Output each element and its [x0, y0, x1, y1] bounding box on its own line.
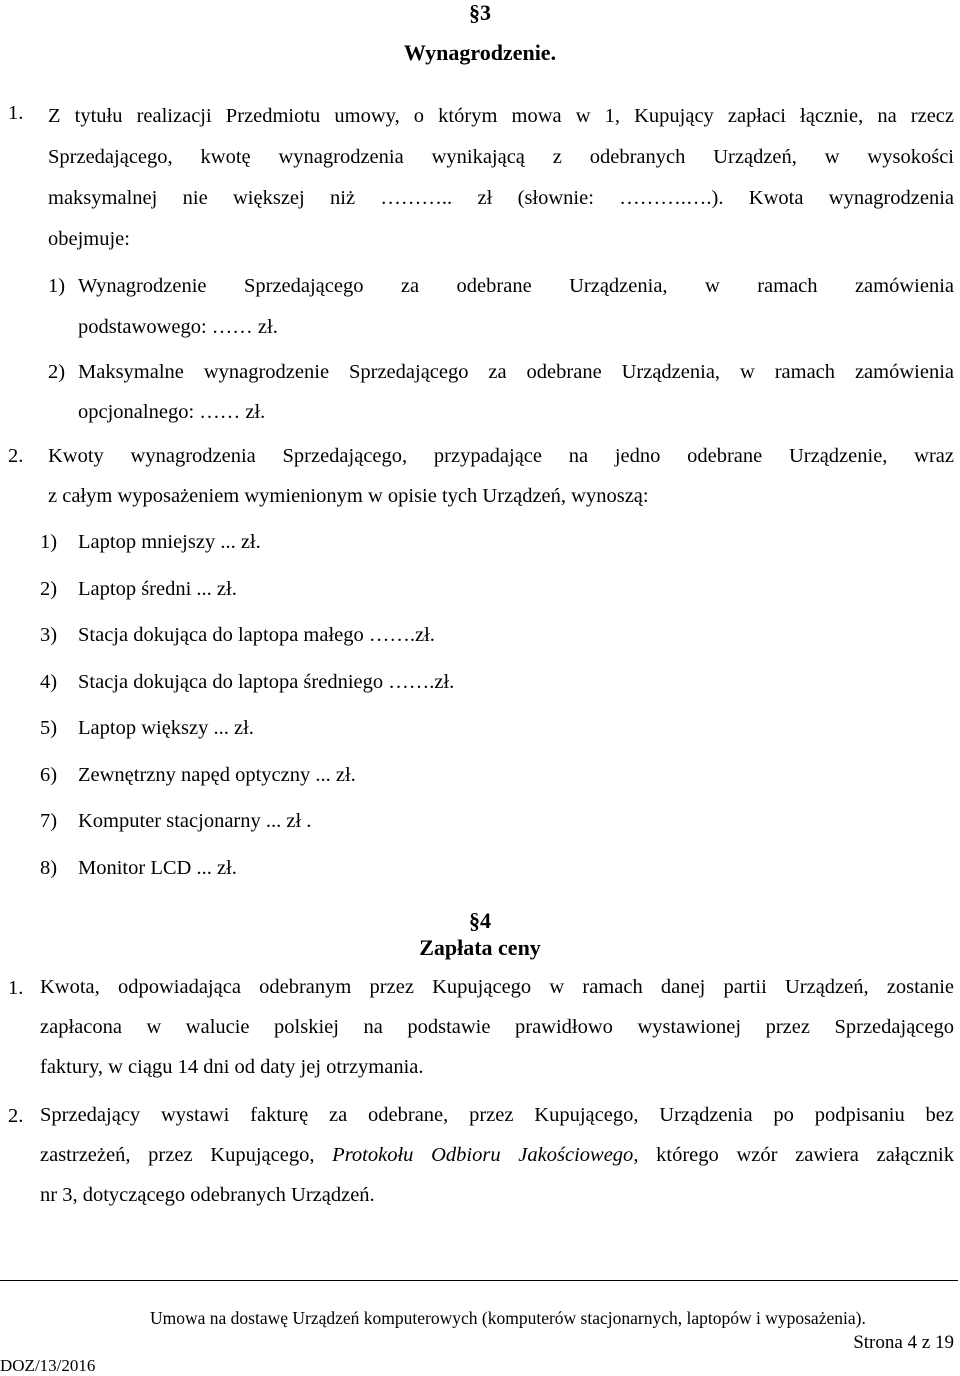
list-item: Monitor LCD ... zł.: [78, 857, 237, 879]
paragraph-line: Z tytułu realizacji Przedmiotu umowy, o którym mowa w 1, Kupujący zapłaci łącznie, na rzecz: [48, 105, 954, 127]
list-item-number: 7): [40, 810, 58, 832]
footer-divider: [0, 1280, 958, 1281]
section-number: §3: [469, 0, 491, 25]
document-name: Protokołu Odbioru Jakościowego: [332, 1144, 634, 1166]
list-item-number: 1): [48, 275, 66, 297]
list-item: Stacja dokująca do laptopa małego …….zł.: [78, 624, 435, 646]
list-item: Stacja dokująca do laptopa średniego …….zł.: [78, 671, 455, 693]
page-number: Strona 4 z 19: [853, 1332, 954, 1353]
list-item: Laptop średni ... zł.: [78, 578, 237, 600]
paragraph-line: maksymalnej nie większej niż ……….. zł (słownie: ……….….). Kwota wynagrodzenia: [48, 187, 954, 209]
list-item-continuation: opcjonalnego: …… zł.: [78, 401, 266, 423]
paragraph-number: 2.: [8, 1105, 24, 1127]
paragraph-number: 1.: [8, 977, 24, 999]
section-number: §4: [469, 908, 491, 933]
list-item-number: 1): [40, 531, 58, 553]
paragraph-line: Sprzedający wystawi fakturę za odebrane, przez Kupującego, Urządzenia po podpisaniu bez: [40, 1104, 954, 1126]
paragraph-number: 1.: [8, 102, 24, 124]
list-item-number: 8): [40, 857, 58, 879]
text-run: , którego wzór zawiera załącznik: [633, 1144, 955, 1166]
list-item: Wynagrodzenie Sprzedającego za odebrane Urządzenia, w ramach zamówienia: [78, 275, 954, 297]
list-item-number: 3): [40, 624, 58, 646]
list-item: Laptop większy ... zł.: [78, 717, 254, 739]
list-item-number: 6): [40, 764, 58, 786]
section-title: Wynagrodzenie.: [403, 40, 557, 65]
paragraph-line: faktury, w ciągu 14 dni od daty jej otrzymania.: [40, 1056, 424, 1078]
list-item: Laptop mniejszy ... zł.: [78, 531, 261, 553]
paragraph-line: [40, 1135, 954, 1175]
paragraph-line: nr 3, dotyczącego odebranych Urządzeń.: [40, 1184, 375, 1206]
list-item: Zewnętrzny napęd optyczny ... zł.: [78, 764, 356, 786]
list-item-number: 2): [48, 361, 66, 383]
paragraph-number: 2.: [8, 445, 24, 467]
paragraph-line: Kwota, odpowiadająca odebranym przez Kupującego w ramach danej partii Urządzeń, zostanie: [40, 976, 954, 998]
paragraph-line: z całym wyposażeniem wymienionym w opisie tych Urządzeń, wynoszą:: [48, 485, 649, 507]
list-item-number: 4): [40, 671, 58, 693]
paragraph-line: Sprzedającego, kwotę wynagrodzenia wynikającą z odebranych Urządzeń, w wysokości: [48, 146, 954, 168]
list-item-continuation: podstawowego: …… zł.: [78, 316, 278, 338]
list-item: Maksymalne wynagrodzenie Sprzedającego za odebrane Urządzenia, w ramach zamówienia: [78, 361, 954, 383]
paragraph-line: Kwoty wynagrodzenia Sprzedającego, przypadające na jedno odebrane Urządzenie, wraz: [48, 445, 954, 467]
text-run: zastrzeżeń, przez Kupującego,: [40, 1144, 333, 1166]
section-title: Zapłata ceny: [419, 935, 541, 960]
list-item: Komputer stacjonarny ... zł .: [78, 810, 312, 832]
list-item-number: 5): [40, 717, 58, 739]
footer-title: Umowa na dostawę Urządzeń komputerowych (komputerów stacjonarnych, laptopów i wyposażenia).: [150, 1308, 866, 1328]
list-item-number: 2): [40, 578, 58, 600]
paragraph-line: obejmuje:: [48, 228, 130, 250]
paragraph-line: zapłacona w walucie polskiej na podstawie prawidłowo wystawionej przez Sprzedającego: [40, 1016, 954, 1038]
document-reference: DOZ/13/2016: [0, 1356, 96, 1375]
